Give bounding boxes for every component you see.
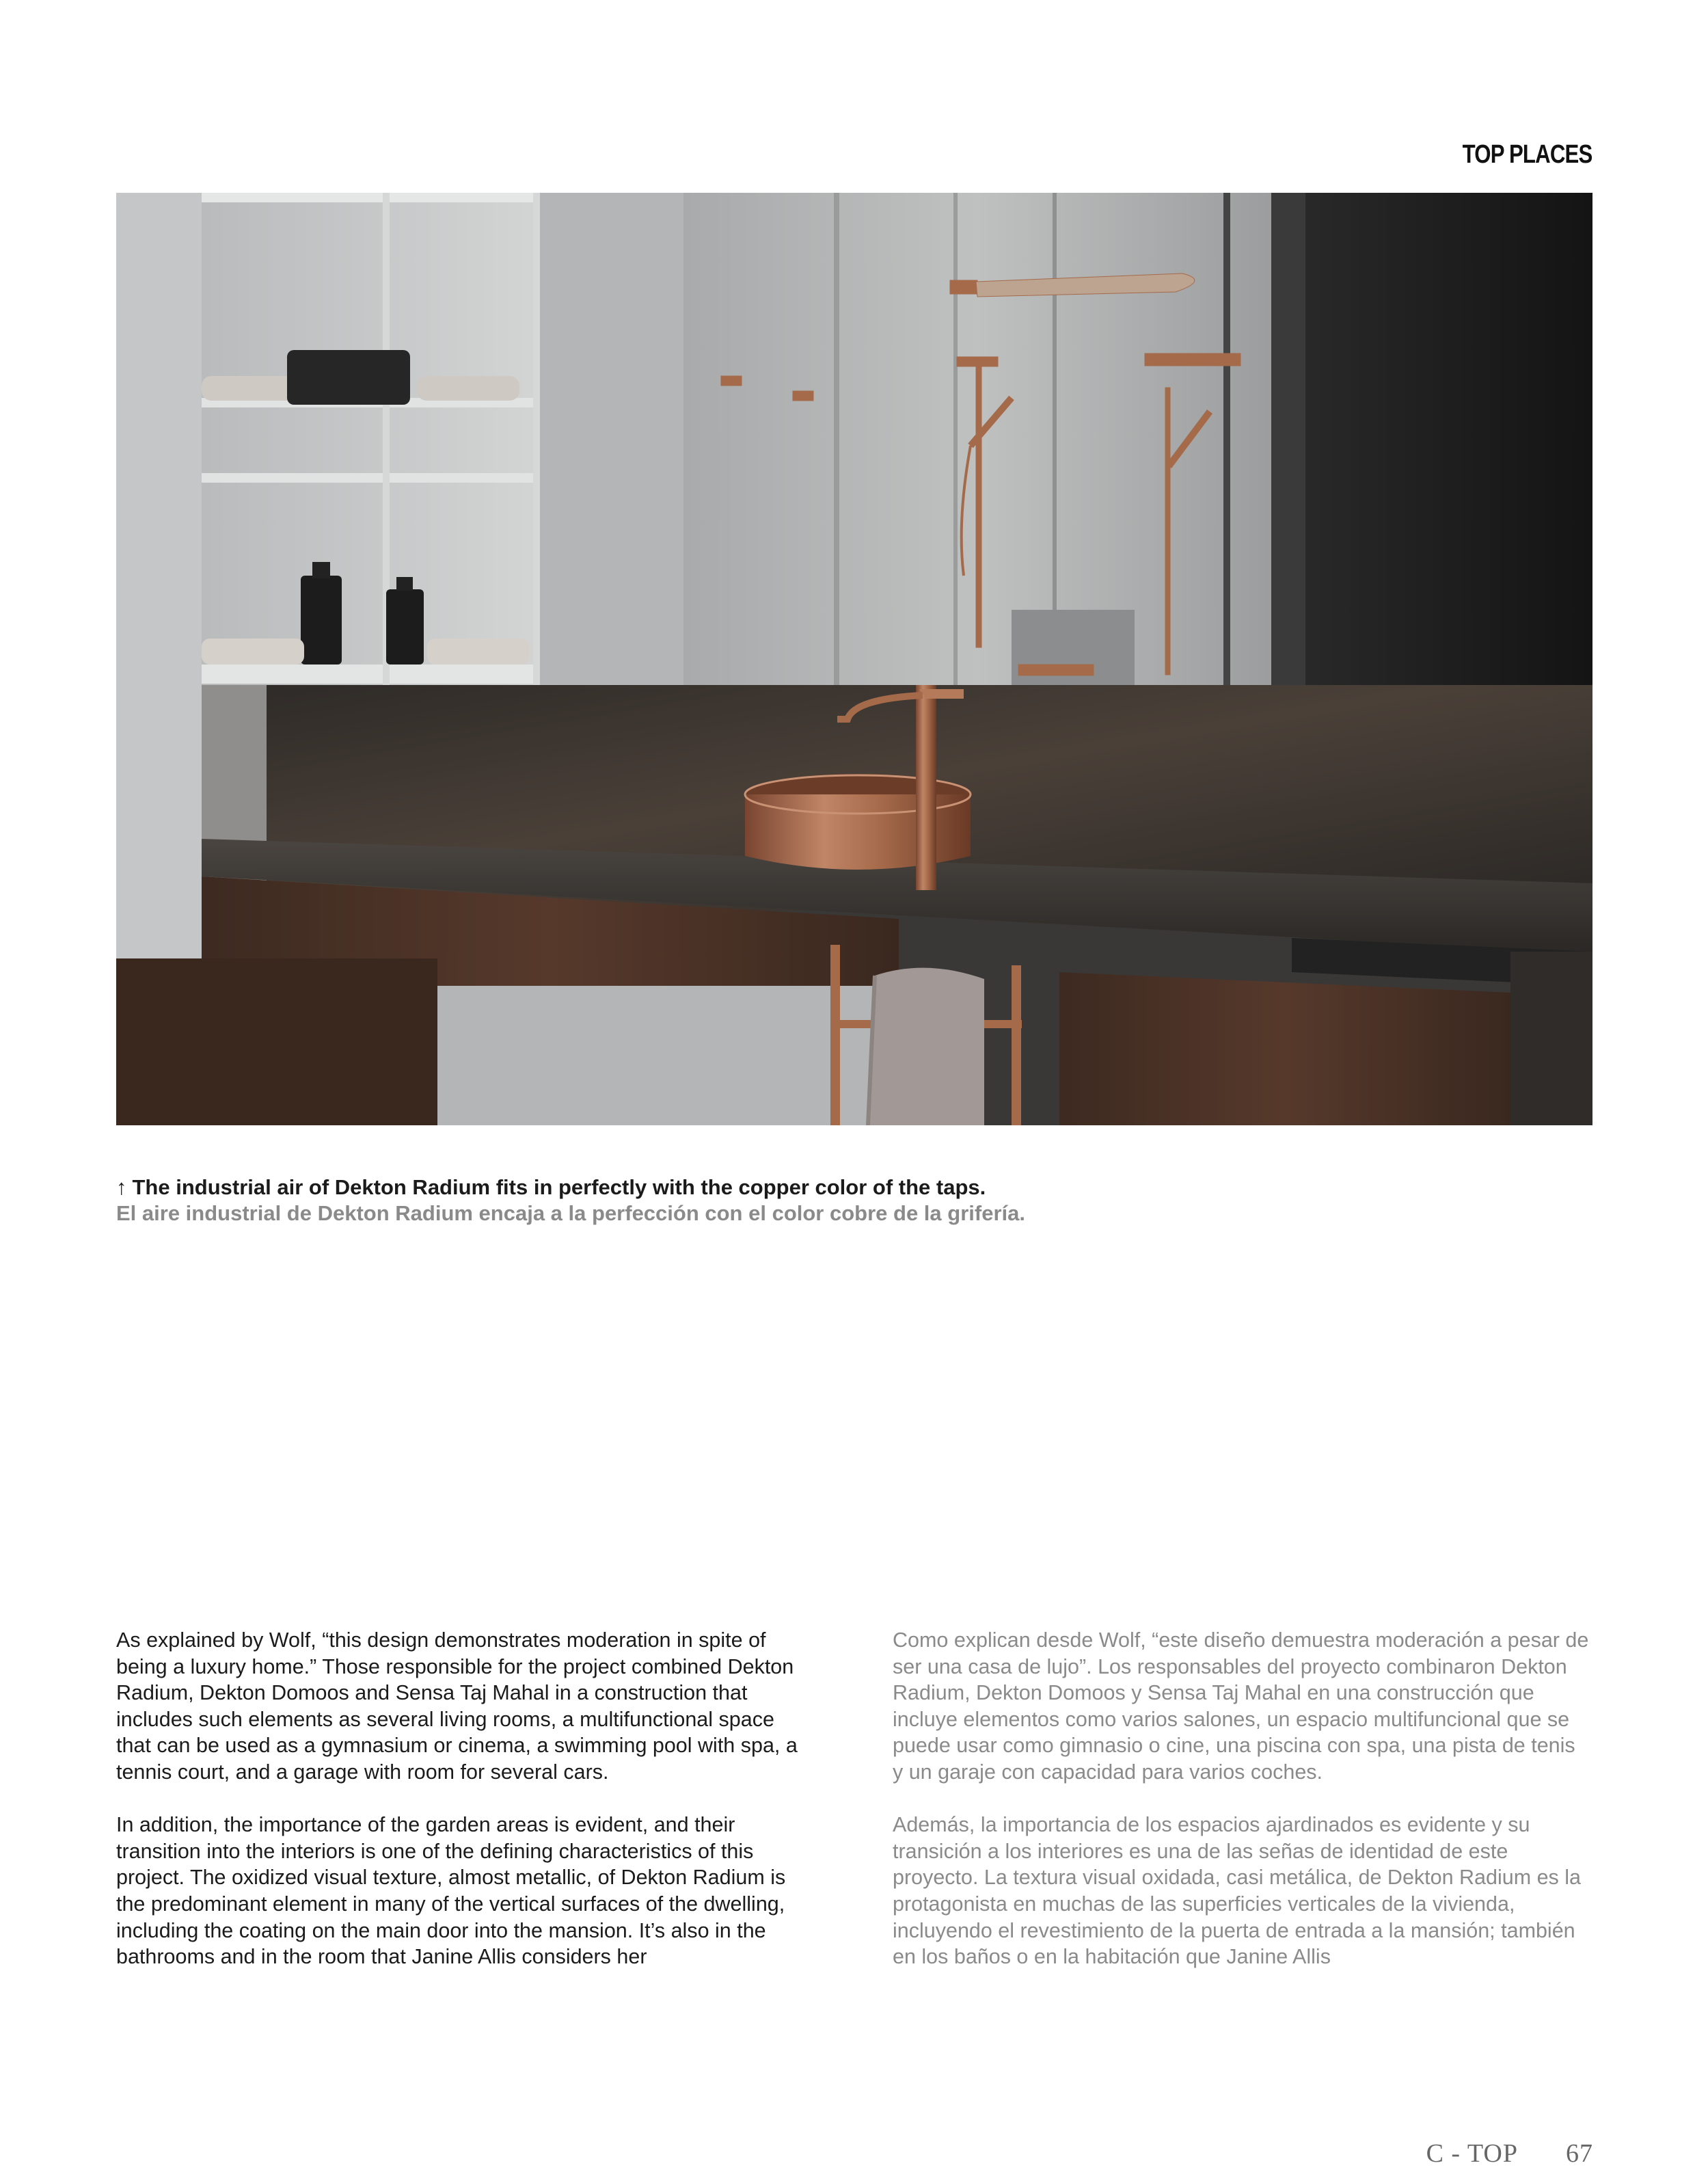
arrow-up-icon: ↑ [116, 1175, 127, 1199]
bathroom-photo [116, 193, 1592, 1125]
page-footer [1426, 2138, 1593, 2169]
caption-english: The industrial air of Dekton Radium fits in perfectly with the copper color of the taps. [132, 1175, 986, 1199]
paragraph: As explained by Wolf, “this design demonstrates moderation in spite of being a luxury home.” Those responsible for the project combined Dekton Radium, Dekton Domoos and Sensa Taj Mahal in a construction that includes such elements as several living rooms, a multifunctional space that can be used as a gymnasium or cinema, a swimming pool with spa, a tennis court, and a garage with room for several cars. [116, 1628, 798, 1784]
section-label: TOP PLACES [1462, 140, 1592, 169]
paragraph: Además, la importancia de los espacios ajardinados es evidente y su transición a los interiores es una de las señas de identidad de este proyecto. La textura visual oxidada, casi metálica, de Dekton Radium es la protagonista en muchas de las superficies verticales de la vivienda, incluyendo el revestimiento de la puerta de entrada a la mansión; también en los baños o en la habitación que Janine Allis [893, 1813, 1582, 1969]
body-column-english [116, 1627, 813, 1996]
photo-caption [116, 1175, 1592, 1226]
paragraph: Como explican desde Wolf, “este diseño demuestra moderación a pesar de ser una casa de lujo”. Los responsables del proyecto combinaron Dekton Radium, Dekton Domoos y Sensa Taj Mahal en una construcción que incluye elementos como varios salones, un espacio multifuncional que se puede usar como gimnasio o cine, una piscina con spa, una pista de tenis y un garaje con capacidad para varios coches. [893, 1628, 1589, 1784]
page-number: 67 [1566, 2139, 1593, 2168]
magazine-name: C - TOP [1426, 2139, 1518, 2168]
caption-spanish: El aire industrial de Dekton Radium encaja a la perfección con el color cobre de la grifería. [116, 1201, 1025, 1225]
body-column-spanish [893, 1627, 1590, 1996]
paragraph: In addition, the importance of the garden areas is evident, and their transition into the interiors is one of the defining characteristics of this project. The oxidized visual texture, almost metallic, of Dekton Radium is the predominant element in many of the vertical surfaces of the dwelling, including the coating on the main door into the mansion. It’s also in the bathrooms and in the room that Janine Allis considers her [116, 1813, 786, 1969]
